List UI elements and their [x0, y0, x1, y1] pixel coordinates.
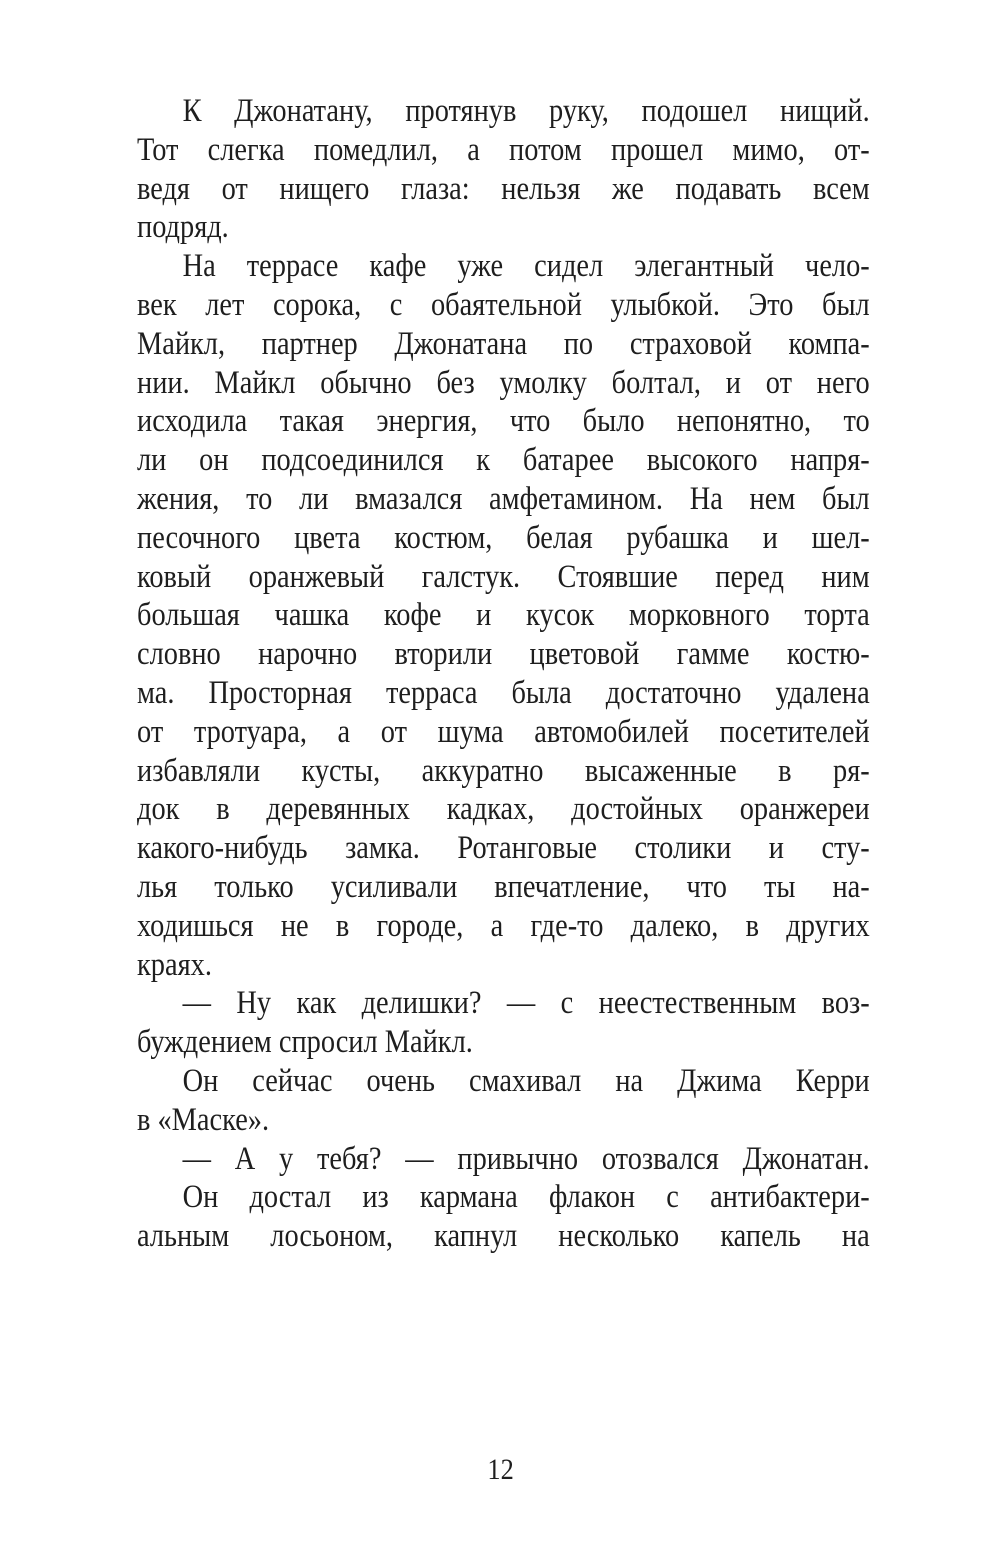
paragraph [137, 247, 870, 984]
text-line: Тот слегка помедлил, а потом прошел мимо, от- [137, 131, 870, 168]
text-line: — А у тебя? — привычно отозвался Джонатан. [182, 1140, 870, 1177]
text-line: На террасе кафе уже сидел элегантный чело- [182, 248, 870, 285]
paragraph [137, 92, 870, 247]
text-line: песочного цвета костюм, белая рубашка и шел- [137, 519, 870, 556]
text-line: К Джонатану, протянув руку, подошел нищий. [182, 93, 870, 129]
text-line: словно нарочно вторили цветовой гамме костю- [137, 636, 870, 673]
page-body-text [137, 92, 870, 1256]
dialogue-paragraph [137, 984, 870, 1062]
text-line: буждением спросил Майкл. [137, 1024, 473, 1061]
text-line: док в деревянных кадках, достойных оранжереи [137, 791, 870, 828]
text-line: ходишься не в городе, а где-то далеко, в других [137, 907, 870, 944]
text-line: Он сейчас очень смахивал на Джима Керри [182, 1062, 870, 1099]
text-line: какого-нибудь замка. Ротанговые столики и сту- [137, 830, 870, 867]
text-line: краях. [137, 946, 212, 983]
text-line: большая чашка кофе и кусок морковного торта [137, 597, 870, 634]
text-line: ма. Просторная терраса была достаточно удалена [137, 674, 870, 711]
text-line: избавляли кусты, аккуратно высаженные в ря- [137, 752, 870, 789]
text-line: Майкл, партнер Джонатана по страховой компа- [137, 325, 870, 362]
text-line: ведя от нищего глаза: нельзя же подавать всем [137, 170, 870, 207]
text-line: жения, то ли вмазался амфетамином. На нем был [137, 480, 870, 517]
text-line: — Ну как делишки? — с неестественным воз- [182, 985, 870, 1022]
text-line: Он достал из кармана флакон с антибактери- [182, 1179, 870, 1216]
text-line: от тротуара, а от шума автомобилей посетителей [137, 713, 870, 750]
text-line: ли он подсоединился к батарее высокого напря- [137, 442, 870, 479]
text-line: нии. Майкл обычно без умолку болтал, и от него [137, 364, 870, 401]
dialogue-paragraph [137, 1140, 870, 1179]
paragraph [137, 1062, 870, 1140]
text-line: ковый оранжевый галстук. Стоявшие перед ним [137, 558, 870, 595]
paragraph [137, 1178, 870, 1256]
page-number: 12 [487, 1453, 514, 1486]
text-line: в «Маске». [137, 1101, 270, 1138]
text-line: исходила такая энергия, что было непонятно, то [137, 403, 870, 440]
text-line: век лет сорока, с обаятельной улыбкой. Это был [137, 286, 870, 323]
text-line: лья только усиливали впечатление, что ты на- [137, 868, 870, 905]
text-line: альным лосьоном, капнул несколько капель на [137, 1218, 870, 1255]
text-line: подряд. [137, 209, 229, 246]
